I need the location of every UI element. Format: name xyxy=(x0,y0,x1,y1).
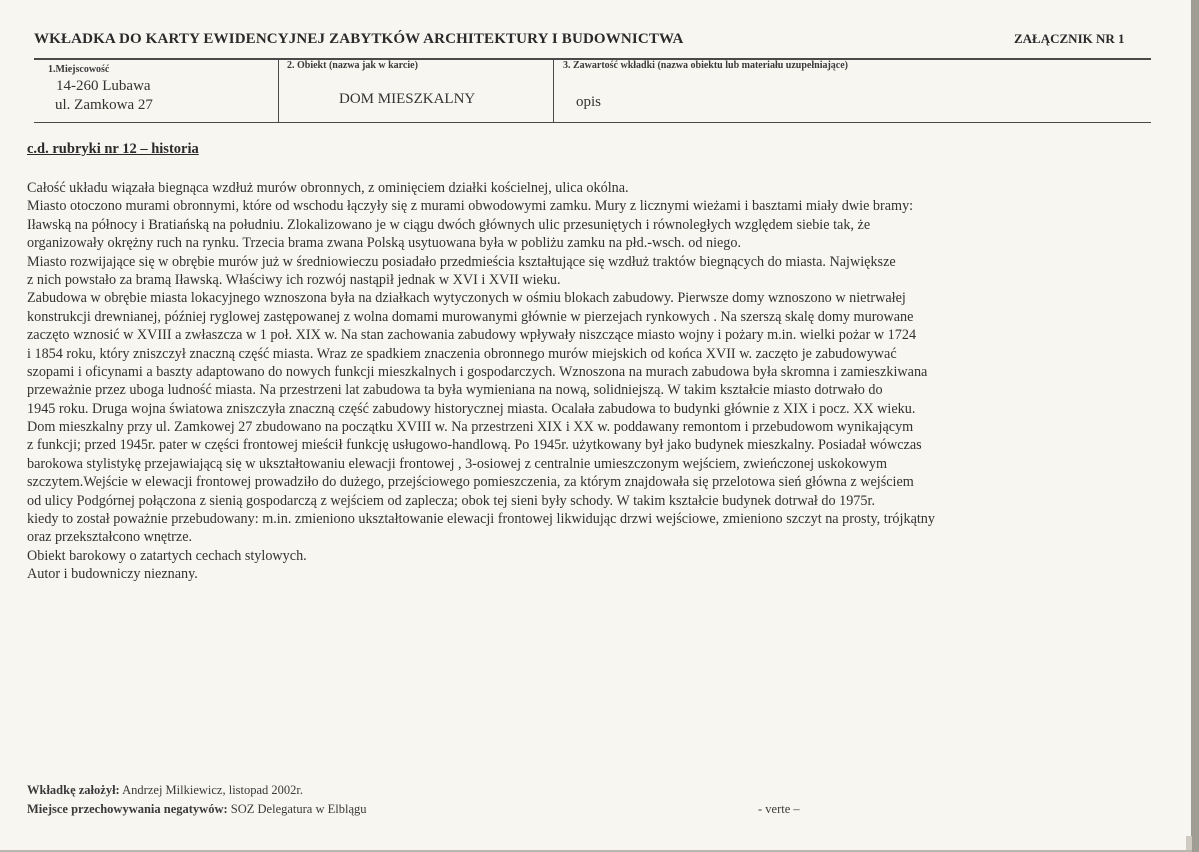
author-value: Andrzej Milkiewicz, listopad 2002r. xyxy=(122,783,304,797)
history-line: Miasto rozwijające się w obrębie murów już w średniowieczu posiadało przedmieścia kształtujące się wzdłuż traktów biegnących do miasta. Największe xyxy=(27,253,896,270)
locality-line-1: 14-260 Lubawa xyxy=(56,78,151,94)
scan-edge xyxy=(1192,0,1199,852)
history-line: oraz przekształcono wnętrze. xyxy=(27,529,193,546)
history-line: Miasto otoczono murami obronnymi, które od wschodu łączyły się z murami obwodowymi zamku. Mury z licznymi wieżami i basztami miały dwie bramy: xyxy=(27,198,914,215)
history-line: Dom mieszkalny przy ul. Zamkowej 27 zbudowano na początku XVIII w. Na przestrzeni XIX i XX w. poddawany remontom i przebudowom wynikającym xyxy=(27,419,914,436)
author-line xyxy=(27,783,303,798)
history-line: Autor i budowniczy nieznany. xyxy=(27,566,198,583)
author-label: Wkładkę założył: xyxy=(27,783,120,797)
storage-label: Miejsce przechowywania negatywów: xyxy=(27,802,228,816)
header-table-bottom-rule xyxy=(34,122,1151,123)
document-title: WKŁADKA DO KARTY EWIDENCYJNEJ ZABYTKÓW ARCHITEKTURY I BUDOWNICTWA xyxy=(34,31,684,47)
storage-value: SOZ Delegatura w Elblągu xyxy=(230,802,367,816)
content-caption: 3. Zawartość wkładki (nazwa obiektu lub materiału uzupełniające) xyxy=(563,60,849,71)
verso-note: - verte – xyxy=(758,802,800,816)
object-value: DOM MIESZKALNY xyxy=(339,91,476,107)
history-line: organizowały okrężny ruch na rynku. Trzecia brama zwana Polską usytuowana była w pobliżu zamku na płd.-wsch. od niego. xyxy=(27,235,742,252)
history-line: zaczęto wznosić w XVIII a zwłaszcza w 1 poł. XIX w. Na stan zachowania zabudowy wpływały niszczące miasto wojny i pożary m.in. wielki pożar w 1724 xyxy=(27,327,917,344)
history-line: konstrukcji drewnianej, później ryglowej zastępowanej z wolna domami murowanymi głównie w pierzejach rynkowych . Na szerszą skalę domy murowane xyxy=(27,308,914,325)
locality-caption: 1.Miejscowość xyxy=(48,64,110,75)
history-line: od ulicy Podgórnej połączona z sienią gospodarczą z wejściem od zaplecza; obok tej sieni były schody. W takim kształcie budynek dotrwał do 1975r. xyxy=(27,492,875,509)
history-line: przeważnie przez uboga ludność miasta. Na przestrzeni lat zabudowa ta była wymieniana na nową, solidniejszą. W takim kształcie miasto dotrwało do xyxy=(27,382,883,399)
history-line: i 1854 roku, który zniszczył znaczną część miasta. Wraz ze spadkiem znaczenia obronnego murów miejskich od końca XVII w. zaczęto je zabudowywać xyxy=(27,345,897,362)
content-value: opis xyxy=(576,94,602,110)
column-divider-2 xyxy=(553,59,554,123)
storage-line xyxy=(27,802,367,817)
history-line: barokowa stylistykę przejawiającą się w ukształtowaniu elewacji frontowej , 3-osiowej z centralnie umieszczonym wejściem, zwieńczonej uskokowym xyxy=(27,455,888,472)
history-line: Iławską na północy i Bratiańską na południu. Zlokalizowano je w ciągu dwóch głównych ulic przesuniętych i równoległych względem siebie tak, że xyxy=(27,216,871,233)
attachment-number: ZAŁĄCZNIK NR 1 xyxy=(1014,31,1125,46)
section-title: c.d. rubryki nr 12 – historia xyxy=(27,141,199,157)
history-line: szopami i oficynami a baszty adaptowano do nowych funkcji mieszkalnych i gospodarczych. Wznoszona na murach zabudowa była skromna i zamieszkiwana xyxy=(27,363,928,380)
history-line: Całość układu wiązała biegnąca wzdłuż murów obronnych, z ominięciem działki kościelnej, ulica okólna. xyxy=(27,180,629,196)
object-caption: 2. Obiekt (nazwa jak w karcie) xyxy=(287,60,418,71)
history-line: szczytem.Wejście w elewacji frontowej prowadziło do dużego, przejściowego pomieszczenia, za którym znajdowała się przelotowa sień główna z wejściem xyxy=(27,474,914,491)
history-text xyxy=(27,179,1147,584)
history-line: kiedy to został poważnie przebudowany: m.in. zmieniono ukształtowanie elewacji frontowej likwidując drzwi wejściowe, zmieniono szczyt na prosty, trójkątny xyxy=(27,511,935,528)
column-divider-1 xyxy=(278,59,279,123)
locality-line-2: ul. Zamkowa 27 xyxy=(55,97,153,113)
history-line: Obiekt barokowy o zatartych cechach stylowych. xyxy=(27,547,307,564)
history-line: z nich powstało za bramą Iławską. Właściwy ich rozwój nastąpił jednak w XVI i XVII wieku. xyxy=(27,271,561,288)
history-line: z funkcji; przed 1945r. pater w części frontowej mieścił funkcję usługowo-handlową. Po 1945r. użytkowany był jako budynek mieszkalny. Posiadał wówczas xyxy=(27,437,922,454)
history-line: Zabudowa w obrębie miasta lokacyjnego wznoszona była na działkach wytyczonych w ośmiu blokach zabudowy. Pierwsze domy wznoszono w nietrwałej xyxy=(27,290,906,307)
history-line: 1945 roku. Druga wojna światowa zniszczyła znaczną część zabudowy historycznej miasta. Ocalała zabudowa to budynki głównie z XIX i pocz. XX wieku. xyxy=(27,400,916,417)
